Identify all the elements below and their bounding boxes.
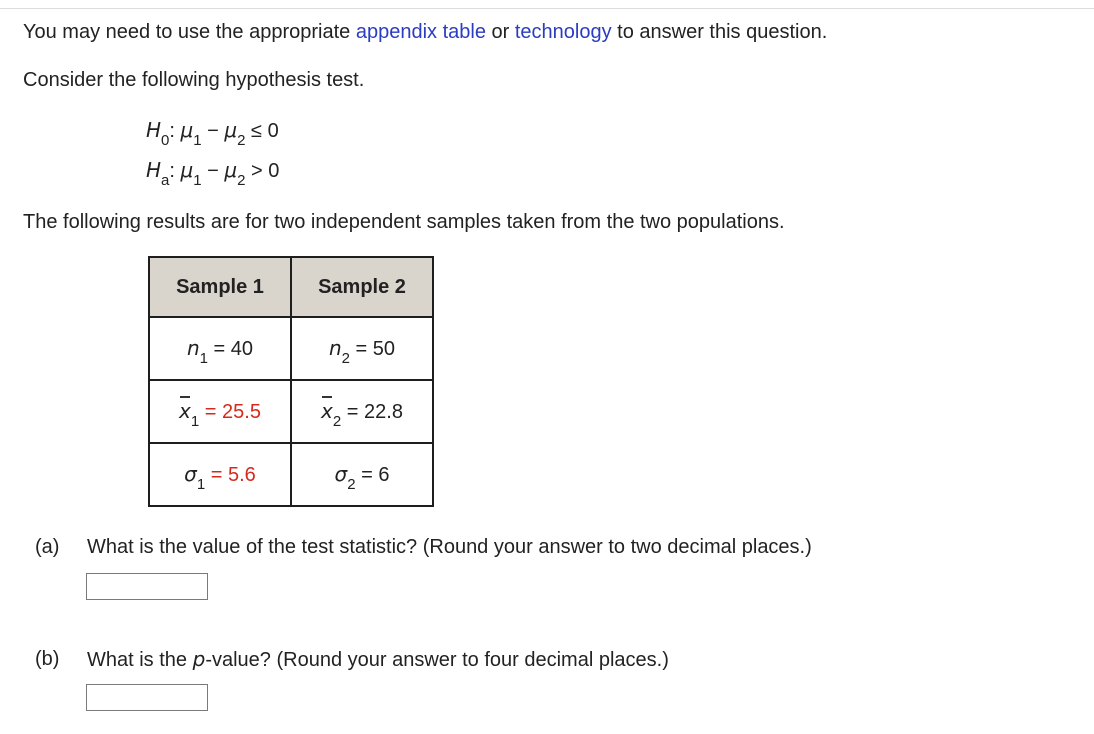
h0-colon: : [169,120,175,142]
question-b-p: p [192,647,206,671]
h0-relation: ≤ 0 [251,120,279,142]
ha-colon: : [169,160,175,182]
n2-value: = 50 [355,338,396,360]
n1-var: n [186,336,200,360]
header-sample-2: Sample 2 [291,257,433,317]
cell-xbar2 [291,380,433,443]
question-b-label: (b) [35,648,60,670]
sigma1-value: = 5.6 [210,464,256,486]
h0-label-sub: 0 [161,132,170,149]
ha-mu1: μ [180,158,194,182]
cell-xbar1 [149,380,291,443]
samples-table [148,256,434,507]
xbar1-value: = 25.5 [204,401,261,423]
h0-mu1: μ [180,118,194,142]
question-a-label: (a) [35,536,60,558]
alternative-hypothesis [146,158,280,189]
xbar2-var: x [321,399,333,423]
h0-mu2: μ [224,118,238,142]
intro-line [23,20,827,44]
cell-n2 [291,317,433,380]
ha-sub1: 1 [193,172,202,189]
header-sample-1: Sample 1 [149,257,291,317]
xbar1-var: x [179,399,191,423]
n1-value: = 40 [213,338,254,360]
h0-minus: − [207,120,219,142]
table-header-row [149,257,433,317]
technology-link[interactable]: technology [514,21,612,43]
xbar1-sub: 1 [190,413,200,430]
n2-var: n [328,336,342,360]
answer-a-input[interactable] [86,573,208,600]
appendix-table-link[interactable]: appendix table [355,21,486,43]
results-text: The following results are for two independent samples taken from the two populations. [23,211,785,233]
intro-text-before: You may need to use the appropriate [23,21,356,43]
table-row-n [149,317,433,380]
question-a-text: What is the value of the test statistic? (Round your answer to two decimal places.) [87,536,812,558]
cell-sigma2 [291,443,433,506]
ha-mu2: μ [224,158,238,182]
ha-sub2: 2 [237,172,246,189]
top-divider [0,8,1094,9]
table-row-sigma [149,443,433,506]
question-b-text-after: -value? (Round your answer to four decimal places.) [205,649,669,671]
sigma2-sub: 2 [347,476,356,493]
cell-sigma1 [149,443,291,506]
sigma2-var: σ [334,462,348,486]
cell-n1 [149,317,291,380]
n1-sub: 1 [199,350,208,367]
sigma1-var: σ [184,462,197,486]
sigma2-value: = 6 [361,464,390,486]
table-row-xbar [149,380,433,443]
xbar2-sub: 2 [332,413,342,430]
question-b-text [87,647,669,672]
intro-text-after: to answer this question. [611,21,828,43]
h0-sub2: 2 [237,132,246,149]
sigma1-sub: 1 [196,476,206,493]
ha-label-sub: a [161,172,170,189]
null-hypothesis [146,118,279,149]
h0-label: H [146,118,162,142]
xbar2-value: = 22.8 [346,401,403,423]
answer-b-input[interactable] [86,684,208,711]
h0-sub1: 1 [193,132,202,149]
n2-sub: 2 [341,350,350,367]
intro-text-middle: or [485,21,515,43]
ha-label: H [146,158,162,182]
ha-minus: − [207,160,219,182]
ha-relation: > 0 [251,160,280,182]
question-b-text-before: What is the [87,649,193,671]
consider-text: Consider the following hypothesis test. [23,69,365,91]
